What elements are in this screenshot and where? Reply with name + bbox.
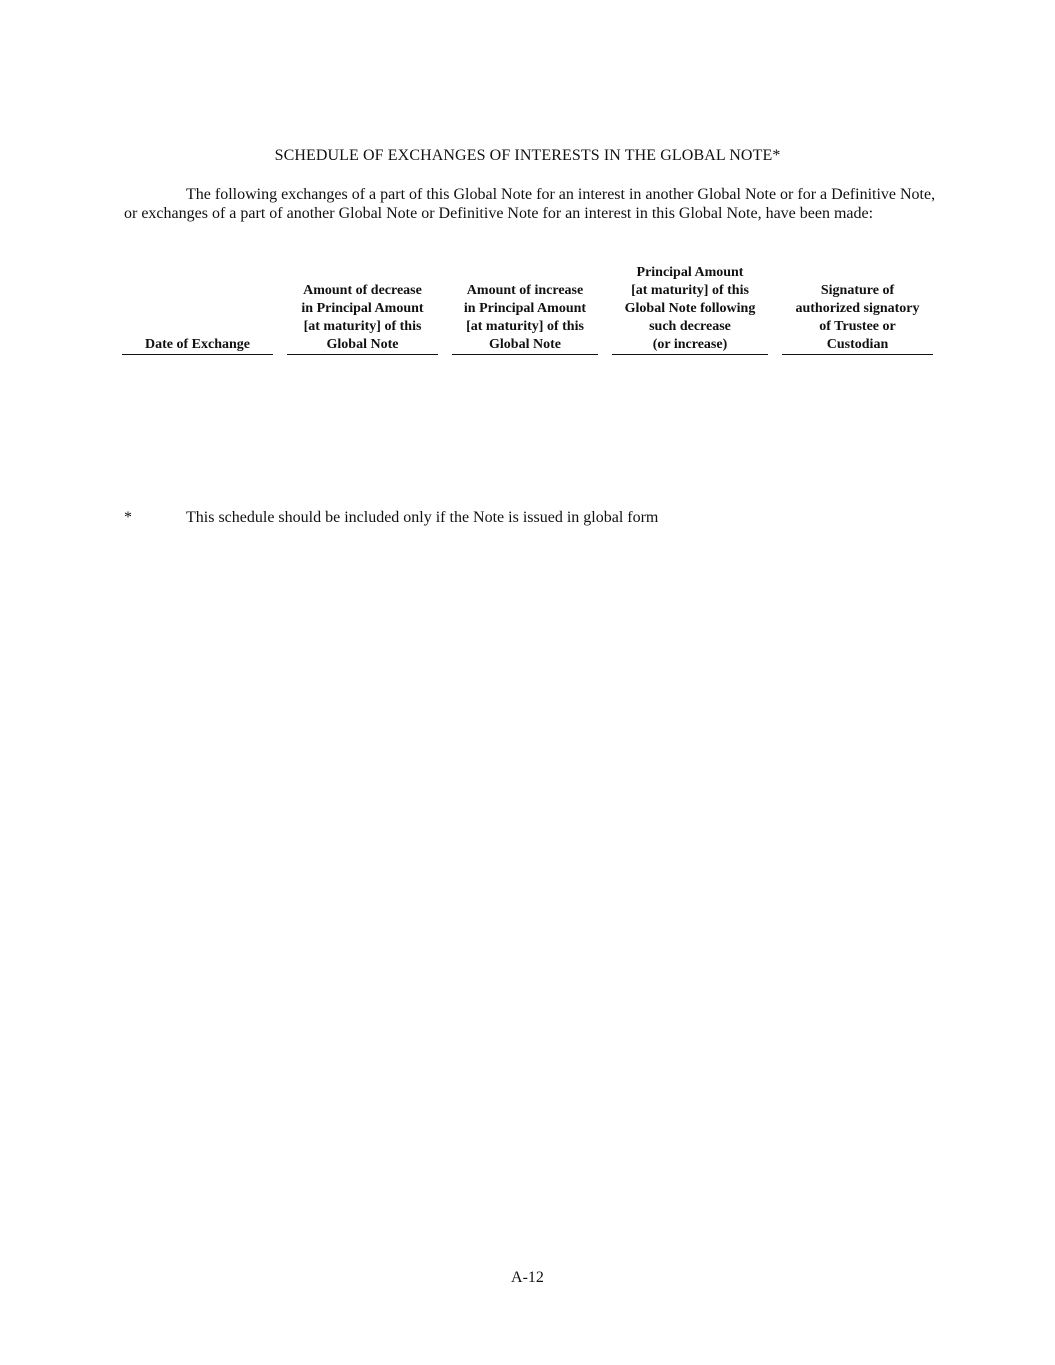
column-header-line: [at maturity] of this: [466, 319, 584, 334]
column-header-line: authorized signatory: [795, 301, 920, 316]
column-header-line: Signature of: [820, 283, 895, 298]
page-number: A-12: [511, 1269, 544, 1286]
footnote-text: This schedule should be included only if the Note is issued in global form: [186, 509, 659, 526]
column-header-line: in Principal Amount: [463, 301, 587, 316]
column-header-line: [at maturity] of this: [303, 319, 422, 334]
column-header-line: Global Note: [489, 337, 561, 352]
column-header-line: in Principal Amount: [301, 301, 424, 316]
column-header-line: (or increase): [652, 337, 728, 352]
column-header-signature: [782, 264, 933, 355]
column-header-line: Principal Amount: [636, 265, 744, 280]
column-header-amount-of-increase: [452, 264, 598, 355]
column-header-line: Amount of decrease: [303, 283, 422, 298]
column-header-date-of-exchange: [122, 264, 273, 355]
column-header-principal-amount: [612, 264, 768, 355]
footnote-marker: *: [124, 509, 132, 526]
column-header-amount-of-decrease: [287, 264, 438, 355]
column-header-line: Custodian: [826, 337, 889, 352]
column-header-line: Amount of increase: [466, 283, 584, 298]
intro-paragraph: The following exchanges of a part of this Global Note for an interest in another Global Note or for a Definitive Note, or exchanges of a part of another Global Note or Definitive Note for an interest in this Global Note, have been made:: [124, 186, 936, 222]
column-header-line: Global Note: [326, 337, 399, 352]
document-title: SCHEDULE OF EXCHANGES OF INTERESTS IN THE GLOBAL NOTE*: [274, 147, 781, 164]
column-header-line: Date of Exchange: [145, 337, 250, 352]
column-header-line: [at maturity] of this: [631, 283, 749, 298]
column-header-line: such decrease: [649, 319, 731, 334]
column-header-line: Global Note following: [624, 301, 756, 316]
column-header-line: of Trustee or: [819, 319, 896, 334]
